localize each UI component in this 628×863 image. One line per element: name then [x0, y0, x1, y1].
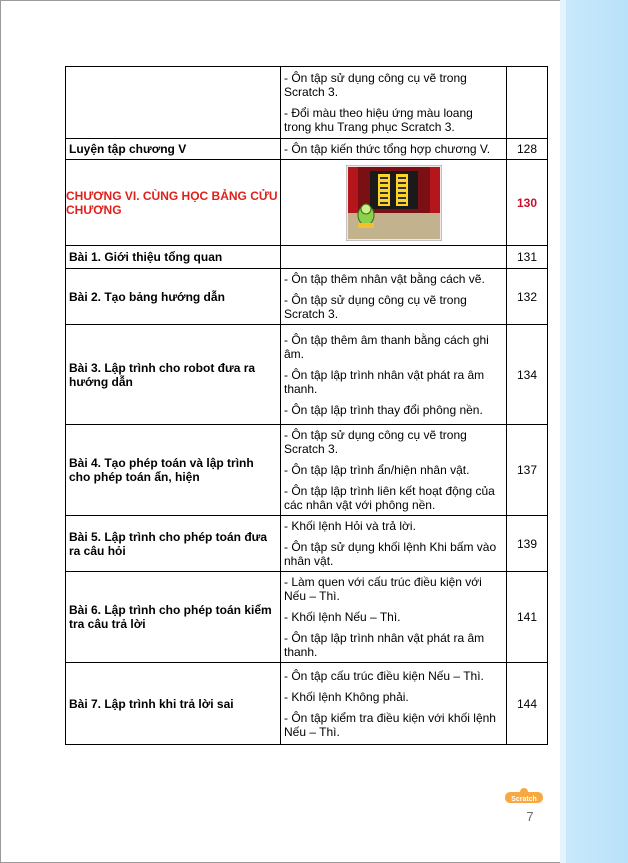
table-row [66, 516, 548, 572]
chapter-title-text: CHƯƠNG VI. CÙNG HỌC BẢNG CỬU CHƯƠNG [66, 188, 278, 217]
objective-item: - Ôn tập lập trình thay đổi phông nền. [284, 402, 483, 417]
page-ref: 131 [507, 246, 548, 269]
chapter-illustration [346, 165, 442, 241]
page-ref: 132 [507, 269, 548, 325]
lesson-name: Luyện tập chương V [66, 139, 281, 160]
table-row [66, 246, 548, 269]
page-ref: 134 [507, 325, 548, 425]
lesson-name: Bài 1. Giới thiệu tổng quan [66, 246, 281, 269]
objective-item: - Ôn tập sử dụng công cụ vẽ trong Scratch 3. [284, 428, 467, 456]
objective-item: - Ôn tập sử dụng khối lệnh Khi bấm vào nhân vật. [284, 540, 497, 568]
lesson-objectives [281, 67, 507, 139]
table-row [66, 139, 548, 160]
lesson-name [66, 67, 281, 139]
objective-item: - Ôn tập lập trình liên kết hoạt động của các nhân vật với phông nền. [284, 484, 495, 512]
objective-item: - Khối lệnh Hỏi và trả lời. [284, 519, 416, 533]
chapter-page-ref: 130 [507, 160, 548, 246]
lesson-name: Bài 3. Lập trình cho robot đưa ra hướng dẫn [66, 325, 281, 425]
objective-item: - Khối lệnh Không phải. [284, 689, 409, 704]
page-ref: 139 [507, 516, 548, 572]
page-ref: 144 [507, 663, 548, 745]
objective-item: - Ôn tập lập trình nhân vật phát ra âm thanh. [284, 367, 485, 396]
lesson-name: Bài 5. Lập trình cho phép toán đưa ra câu hỏi [66, 516, 281, 572]
chapter-illustration-cell [281, 160, 507, 246]
lesson-objectives [281, 516, 507, 572]
table-row [66, 425, 548, 516]
page-ref: 141 [507, 572, 548, 663]
lesson-objectives [281, 572, 507, 663]
page-ref: 137 [507, 425, 548, 516]
table-row [66, 325, 548, 425]
table-row [66, 663, 548, 745]
lesson-objectives [281, 139, 507, 160]
objective-item: - Ôn tập thêm âm thanh bằng cách ghi âm. [284, 332, 489, 361]
lesson-objectives [281, 269, 507, 325]
objective-item: - Ôn tập thêm nhân vật bằng cách vẽ. [284, 272, 485, 286]
lesson-name: Bài 6. Lập trình cho phép toán kiểm tra câu trả lời [66, 572, 281, 663]
objective-item: - Khối lệnh Nếu – Thì. [284, 610, 401, 624]
objective-item: - Ôn tập lập trình ẩn/hiện nhân vật. [284, 463, 470, 477]
objective-item: - Ôn tập sử dụng công cụ vẽ trong Scratch 3. [284, 71, 467, 99]
lesson-name: Bài 7. Lập trình khi trả lời sai [66, 663, 281, 745]
lesson-objectives [281, 246, 507, 269]
objective-item: - Ôn tập kiến thức tổng hợp chương V. [284, 142, 491, 156]
lesson-name: Bài 2. Tạo bảng hướng dẫn [66, 269, 281, 325]
lesson-objectives [281, 663, 507, 745]
scratch-logo [503, 787, 545, 805]
chapter-row [66, 160, 548, 246]
table-row [66, 269, 548, 325]
page-ref: 128 [507, 139, 548, 160]
objective-item: - Ôn tập sử dụng công cụ vẽ trong Scratch 3. [284, 293, 467, 321]
lesson-objectives [281, 425, 507, 516]
lesson-objectives [281, 325, 507, 425]
table-row [66, 67, 548, 139]
objective-item: - Ôn tập cấu trúc điều kiện Nếu – Thì. [284, 668, 484, 683]
lesson-name: Bài 4. Tạo phép toán và lập trình cho phép toán ẩn, hiện [66, 425, 281, 516]
table-row [66, 572, 548, 663]
objective-item: - Ôn tập kiểm tra điều kiện với khối lệnh Nếu – Thì. [284, 710, 496, 739]
objective-item: - Làm quen với cấu trúc điều kiện với Nếu – Thì. [284, 575, 482, 603]
page-number: 7 [526, 809, 534, 824]
table-of-contents [65, 66, 548, 745]
page-ref [507, 67, 548, 139]
objective-item: - Đổi màu theo hiệu ứng màu loang trong khu Trang phục Scratch 3. [284, 106, 473, 134]
objective-item: - Ôn tập lập trình nhân vật phát ra âm thanh. [284, 631, 485, 659]
svg-text:Scratch: Scratch [511, 796, 537, 803]
side-color-band [566, 0, 628, 863]
chapter-title [66, 160, 281, 246]
